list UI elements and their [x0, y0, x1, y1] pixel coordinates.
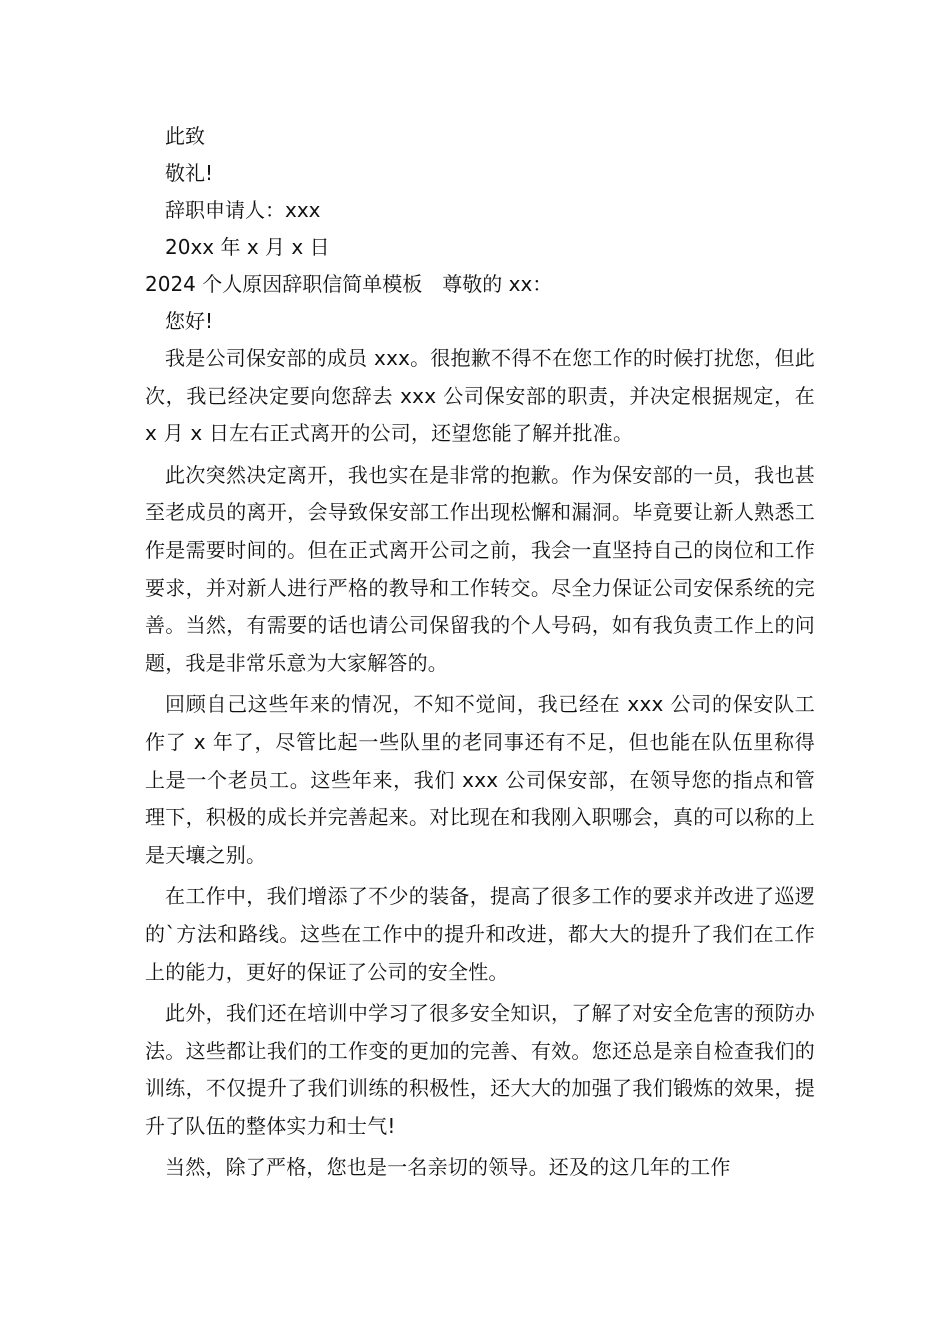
body-paragraph: 当然，除了严格，您也是一名亲切的领导。还及的这几年的工作	[165, 1155, 731, 1180]
body-paragraph: 此次突然决定离开，我也实在是非常的抱歉。作为保安部的一员，我也甚至老成员的离开，会导致保安部工作出现松懈和漏洞。毕竟要让新人熟悉工作是需要时间的。但在正式离开公司之前，我会一直坚持自己的岗位和工作要求，并对新人进行严格的教导和工作转交。尽全力保证公司安保系统的完善。当然，有需要的话也请公司保留我的个人号码，如有我负责工作上的问题，我是非常乐意为大家解答的。	[145, 462, 815, 675]
body-paragraph: 回顾自己这些年来的情况，不知不觉间，我已经在 xxx 公司的保安队工作了 x 年了，尽管比起一些队里的老同事还有不足，但也能在队伍里称得上是一个老员工。这些年来，我们 xxx 公司保安部，在领导您的指点和管理下，积极的成长并完善起来。对比现在和我刚入职哪会，真的可以称的上是天壤之别。	[145, 692, 815, 867]
closing-salutation: 此致	[165, 124, 205, 148]
letter-date: 20xx 年 x 月 x 日	[165, 235, 330, 259]
letter-greeting: 您好!	[165, 309, 214, 333]
applicant-signature: 辞职申请人：xxx	[165, 198, 321, 222]
closing-respect: 敬礼!	[165, 161, 214, 185]
body-paragraph: 我是公司保安部的成员 xxx。很抱歉不得不在您工作的时候打扰您，但此次，我已经决定要向您辞去 xxx 公司保安部的职责，并决定根据规定，在 x 月 x 日左右正式离开的公司，还望您能了解并批准。	[145, 346, 815, 446]
body-paragraph: 此外，我们还在培训中学习了很多安全知识，了解了对安全危害的预防办法。这些都让我们的工作变的更加的完善、有效。您还总是亲自检查我们的训练，不仅提升了我们训练的积极性，还大大的加强了我们锻炼的效果，提升了队伍的整体实力和士气!	[145, 1001, 815, 1138]
body-paragraph: 在工作中，我们增添了不少的装备，提高了很多工作的要求并改进了巡逻的`方法和路线。这些在工作中的提升和改进，都大大的提升了我们在工作上的能力，更好的保证了公司的安全性。	[145, 884, 815, 984]
document-page	[145, 118, 815, 1187]
letter-heading: 2024 个人原因辞职信简单模板 尊敬的 xx：	[145, 272, 553, 296]
